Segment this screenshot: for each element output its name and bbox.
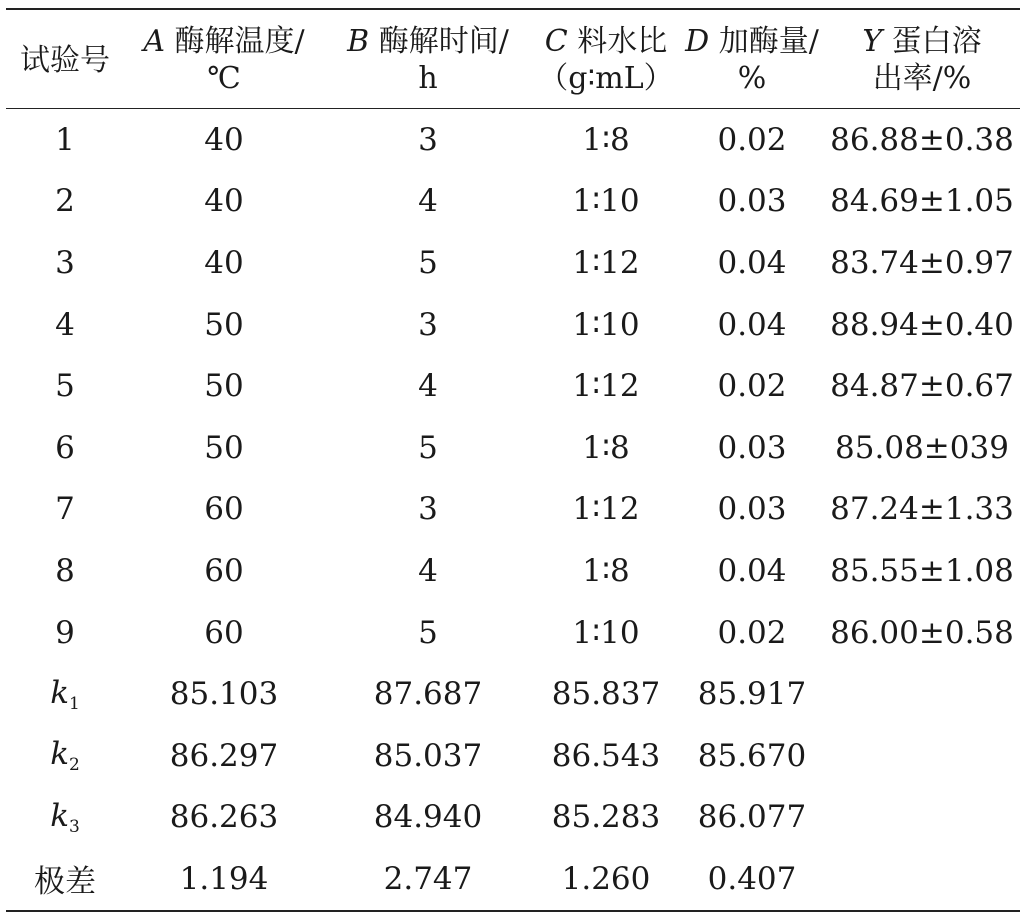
cell-a: 40 bbox=[204, 121, 244, 158]
cell-d: 85.670 bbox=[697, 737, 807, 774]
cell-y: 84.87±0.67 bbox=[830, 368, 1014, 405]
cell-b: 4 bbox=[418, 552, 438, 589]
header-enzyme-time: B 酶解时间/ h bbox=[324, 9, 532, 109]
cell-d: 85.917 bbox=[697, 676, 807, 713]
cell-c: 85.283 bbox=[551, 799, 661, 836]
header-solid-liquid-ratio-line1: C 料水比 bbox=[544, 24, 668, 59]
cell-trial-id: 8 bbox=[55, 552, 75, 589]
cell-trial-id: 4 bbox=[55, 306, 75, 343]
cell-trial-id: 3 bbox=[55, 244, 75, 281]
k-row bbox=[6, 725, 1020, 787]
table-row bbox=[6, 417, 1020, 479]
cell-b: 4 bbox=[418, 183, 438, 220]
cell-trial-id: 9 bbox=[55, 614, 75, 651]
header-enzyme-dosage: D 加酶量/ % bbox=[680, 9, 824, 109]
cell-k-label: $k_3$ bbox=[50, 797, 80, 837]
cell-a: 60 bbox=[204, 614, 244, 651]
cell-trial-id: 1 bbox=[55, 121, 75, 158]
cell-b: 3 bbox=[418, 121, 438, 158]
cell-a: 86.263 bbox=[169, 799, 279, 836]
cell-a: 60 bbox=[204, 491, 244, 528]
cell-c: 85.837 bbox=[551, 676, 661, 713]
cell-a: 60 bbox=[204, 552, 244, 589]
cell-c: 1∶8 bbox=[582, 429, 630, 466]
cell-b: 84.940 bbox=[373, 799, 483, 836]
cell-c: 1∶10 bbox=[572, 183, 640, 220]
table-header bbox=[6, 9, 1020, 109]
cell-c: 1.260 bbox=[532, 848, 680, 911]
cell-y: 85.08±039 bbox=[835, 429, 1009, 466]
cell-a: 50 bbox=[204, 429, 244, 466]
table-row bbox=[6, 294, 1020, 356]
table-row bbox=[6, 171, 1020, 233]
cell-b: 3 bbox=[418, 491, 438, 528]
cell-c: 1∶10 bbox=[572, 306, 640, 343]
cell-d: 0.02 bbox=[717, 614, 787, 651]
cell-y: 86.00±0.58 bbox=[830, 614, 1014, 651]
cell-k-label: $k_1$ bbox=[50, 674, 80, 714]
cell-d: 0.04 bbox=[717, 244, 787, 281]
cell-y-empty bbox=[824, 663, 1020, 725]
table-row bbox=[6, 109, 1020, 171]
cell-a: 86.297 bbox=[169, 737, 279, 774]
cell-range-label: 极差 bbox=[6, 848, 124, 911]
header-enzyme-dosage-line1: D 加酶量/ bbox=[685, 24, 819, 59]
cell-c: 1∶12 bbox=[572, 368, 640, 405]
range-row bbox=[6, 848, 1020, 911]
cell-a: 85.103 bbox=[169, 676, 279, 713]
cell-y: 87.24±1.33 bbox=[830, 491, 1014, 528]
header-enzyme-temperature: A 酶解温度/ ℃ bbox=[124, 9, 324, 109]
header-row bbox=[6, 9, 1020, 109]
cell-a: 50 bbox=[204, 306, 244, 343]
cell-c: 1∶8 bbox=[582, 552, 630, 589]
cell-y: 84.69±1.05 bbox=[830, 183, 1014, 220]
header-enzyme-time-line1: B 酶解时间/ bbox=[347, 24, 509, 59]
cell-trial-id: 7 bbox=[55, 491, 75, 528]
cell-b: 85.037 bbox=[373, 737, 483, 774]
cell-a: 1.194 bbox=[124, 848, 324, 911]
table-row bbox=[6, 479, 1020, 541]
k-row bbox=[6, 787, 1020, 849]
cell-a: 40 bbox=[204, 244, 244, 281]
cell-b: 5 bbox=[418, 614, 438, 651]
cell-a: 50 bbox=[204, 368, 244, 405]
header-solid-liquid-ratio: C 料水比 （g∶mL） bbox=[532, 9, 680, 109]
table-row bbox=[6, 602, 1020, 664]
table-row bbox=[6, 232, 1020, 294]
cell-c: 86.543 bbox=[551, 737, 661, 774]
cell-d: 0.03 bbox=[717, 183, 787, 220]
cell-trial-id: 2 bbox=[55, 183, 75, 220]
cell-d: 0.02 bbox=[717, 121, 787, 158]
header-protein-yield-line1: Y 蛋白溶 bbox=[862, 24, 982, 59]
cell-y: 83.74±0.97 bbox=[830, 244, 1014, 281]
cell-d: 0.03 bbox=[717, 429, 787, 466]
table-row bbox=[6, 355, 1020, 417]
cell-y-empty bbox=[824, 725, 1020, 787]
table-body bbox=[6, 109, 1020, 911]
cell-d: 0.407 bbox=[680, 848, 824, 911]
cell-y: 86.88±0.38 bbox=[830, 121, 1014, 158]
cell-c: 1∶12 bbox=[572, 491, 640, 528]
table-row bbox=[6, 540, 1020, 602]
cell-d: 0.04 bbox=[717, 552, 787, 589]
cell-b: 5 bbox=[418, 244, 438, 281]
cell-a: 40 bbox=[204, 183, 244, 220]
cell-trial-id: 6 bbox=[55, 429, 75, 466]
orthogonal-test-table bbox=[6, 8, 1020, 912]
cell-k-label: $k_2$ bbox=[50, 736, 80, 776]
cell-y: 85.55±1.08 bbox=[830, 552, 1014, 589]
cell-y-empty bbox=[824, 787, 1020, 849]
cell-b: 3 bbox=[418, 306, 438, 343]
cell-b: 2.747 bbox=[324, 848, 532, 911]
cell-trial-id: 5 bbox=[55, 368, 75, 405]
cell-y-empty bbox=[824, 848, 1020, 911]
cell-y: 88.94±0.40 bbox=[830, 306, 1014, 343]
cell-c: 1∶10 bbox=[572, 614, 640, 651]
cell-d: 0.03 bbox=[717, 491, 787, 528]
cell-b: 5 bbox=[418, 429, 438, 466]
cell-b: 87.687 bbox=[373, 676, 483, 713]
cell-c: 1∶8 bbox=[582, 121, 630, 158]
k-row bbox=[6, 663, 1020, 725]
cell-b: 4 bbox=[418, 368, 438, 405]
header-protein-yield: Y 蛋白溶 出率/% bbox=[824, 9, 1020, 109]
cell-d: 86.077 bbox=[697, 799, 807, 836]
header-trial-number: 试验号 bbox=[6, 9, 124, 109]
header-enzyme-temperature-line1: A 酶解温度/ bbox=[143, 24, 305, 59]
cell-d: 0.02 bbox=[717, 368, 787, 405]
cell-c: 1∶12 bbox=[572, 244, 640, 281]
cell-d: 0.04 bbox=[717, 306, 787, 343]
